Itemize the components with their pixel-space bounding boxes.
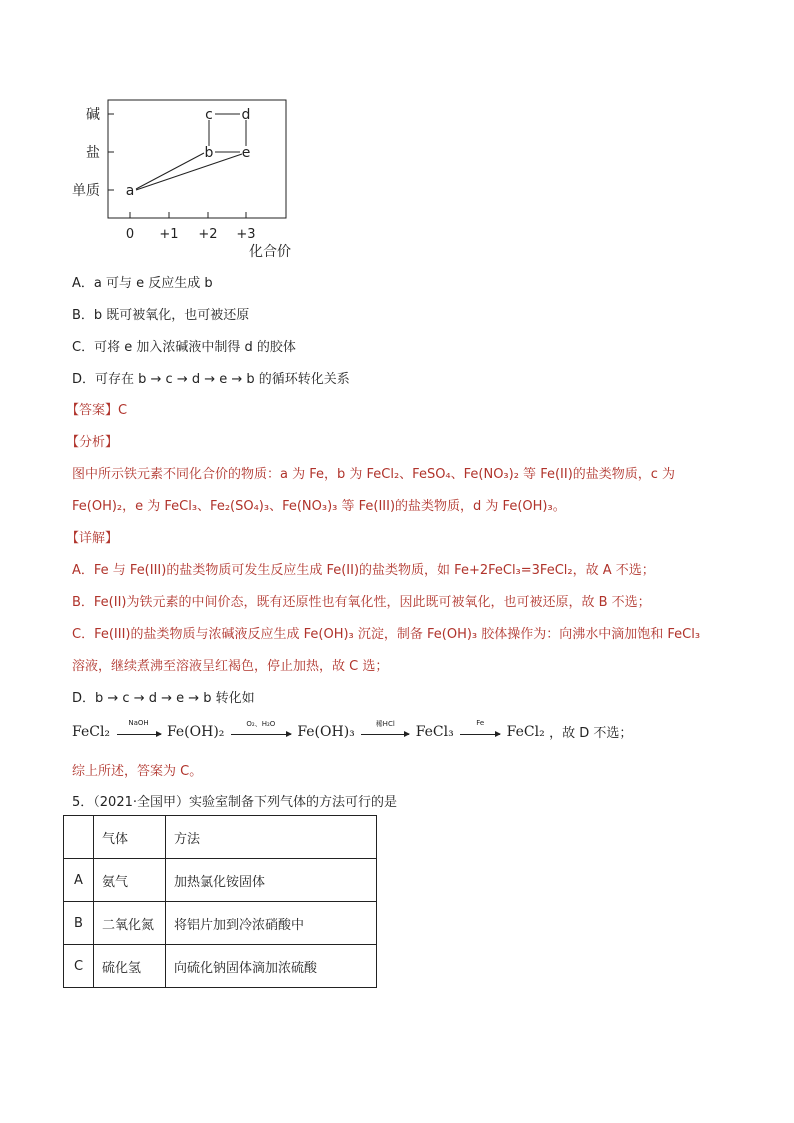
- answer-label: 【答案】C: [66, 403, 128, 418]
- chain-arrow-1: [117, 718, 161, 739]
- point-a: a: [125, 183, 135, 199]
- analysis-line-1: 图中所示铁元素不同化合价的物质：a 为 Fe，b 为 FeCl₂、FeSO₄、Fe(NO₃)₂ 等 Fe(II)的盐类物质，c 为: [72, 467, 676, 482]
- detail-line-a: A．Fe 与 Fe(III)的盐类物质可发生反应生成 Fe(II)的盐类物质，如 Fe+2FeCl₃=3FeCl₂，故 A 不选；: [72, 563, 655, 578]
- table-cell: A: [64, 859, 94, 902]
- option-b: B．b 既可被氧化，也可被还原: [72, 308, 250, 323]
- option-a: A．a 可与 e 反应生成 b: [72, 276, 213, 291]
- detail-label: 【详解】: [66, 531, 119, 546]
- detail-line-b: B．Fe(II)为铁元素的中间价态，既有还原性也有氧化性，因此既可被氧化，也可被还原，故 B 不选；: [72, 595, 651, 610]
- table-header-row: [64, 816, 377, 859]
- chain-species-1: FeCl₂: [72, 723, 111, 740]
- option-c: C．可将 e 加入浓碱液中制得 d 的胶体: [72, 340, 296, 355]
- x-tick-1: +1: [159, 227, 179, 242]
- table-cell: 硫化氢: [94, 945, 166, 988]
- table-row: [64, 859, 377, 902]
- table-cell: 向硫化钠固体滴加浓硫酸: [166, 945, 377, 988]
- y-label-element: 单质: [72, 183, 100, 199]
- option-d: D．可存在 b → c → d → e → b 的循环转化关系: [72, 372, 350, 387]
- table-cell: 二氧化氮: [94, 902, 166, 945]
- chain-arrow-3: [361, 719, 409, 739]
- x-tick-0: 0: [125, 227, 135, 242]
- table-cell: 将铝片加到冷浓硝酸中: [166, 902, 377, 945]
- point-d: d: [241, 107, 251, 123]
- table-header-cell: 气体: [94, 816, 166, 859]
- point-b: b: [204, 145, 214, 161]
- x-tick-2: +2: [198, 227, 218, 242]
- x-tick-3: +3: [236, 227, 256, 242]
- detail-line-c1: C．Fe(III)的盐类物质与浓碱液反应生成 Fe(OH)₃ 沉淀，制备 Fe(OH)₃ 胶体操作为：向沸水中滴加饱和 FeCl₃: [72, 627, 701, 642]
- valence-category-figure: [60, 92, 320, 264]
- reaction-chain: [72, 718, 633, 746]
- analysis-line-2: Fe(OH)₂，e 为 FeCl₃、Fe₂(SO₄)₃、Fe(NO₃)₃ 等 Fe(III)的盐类物质，d 为 Fe(OH)₃。: [72, 499, 566, 514]
- y-label-base: 碱: [86, 107, 100, 123]
- analysis-label: 【分析】: [66, 435, 119, 450]
- chain-species-5: FeCl₂: [506, 723, 545, 740]
- chain-species-2: Fe(OH)₂: [166, 723, 225, 740]
- detail-line-d: D．b → c → d → e → b 转化如: [72, 691, 255, 706]
- chain-reagent-3: 稀HCl: [375, 719, 395, 728]
- detail-line-c2: 溶液，继续煮沸至溶液呈红褐色，停止加热，故 C 选；: [72, 659, 389, 674]
- table-cell: 加热氯化铵固体: [166, 859, 377, 902]
- chain-arrow-4: [460, 718, 500, 739]
- chain-arrow-2: [231, 719, 291, 739]
- question-5: 5．（2021·全国甲）实验室制备下列气体的方法可行的是: [72, 795, 397, 810]
- chain-species-4: FeCl₃: [415, 723, 454, 740]
- summary: 综上所述，答案为 C。: [72, 764, 203, 779]
- x-axis-label: 化合价: [249, 244, 291, 260]
- gas-method-table: [63, 815, 377, 988]
- table-row: [64, 902, 377, 945]
- table-header-cell: 方法: [166, 816, 377, 859]
- chain-reagent-1: NaOH: [128, 718, 149, 727]
- chain-tail: ，故 D 不选；: [549, 726, 633, 741]
- table-cell: B: [64, 902, 94, 945]
- y-label-salt: 盐: [86, 145, 100, 161]
- chain-species-3: Fe(OH)₃: [297, 723, 355, 740]
- chain-reagent-4: Fe: [476, 718, 485, 727]
- line-a-e: [136, 154, 242, 190]
- point-e: e: [241, 145, 251, 161]
- line-a-b: [136, 153, 204, 189]
- table-cell: 氨气: [94, 859, 166, 902]
- point-c: c: [205, 107, 213, 123]
- plot-frame: [108, 100, 286, 218]
- table-cell: C: [64, 945, 94, 988]
- chain-reagent-2: O₂、H₂O: [246, 719, 276, 728]
- table-row: [64, 945, 377, 988]
- table-header-cell: [64, 816, 94, 859]
